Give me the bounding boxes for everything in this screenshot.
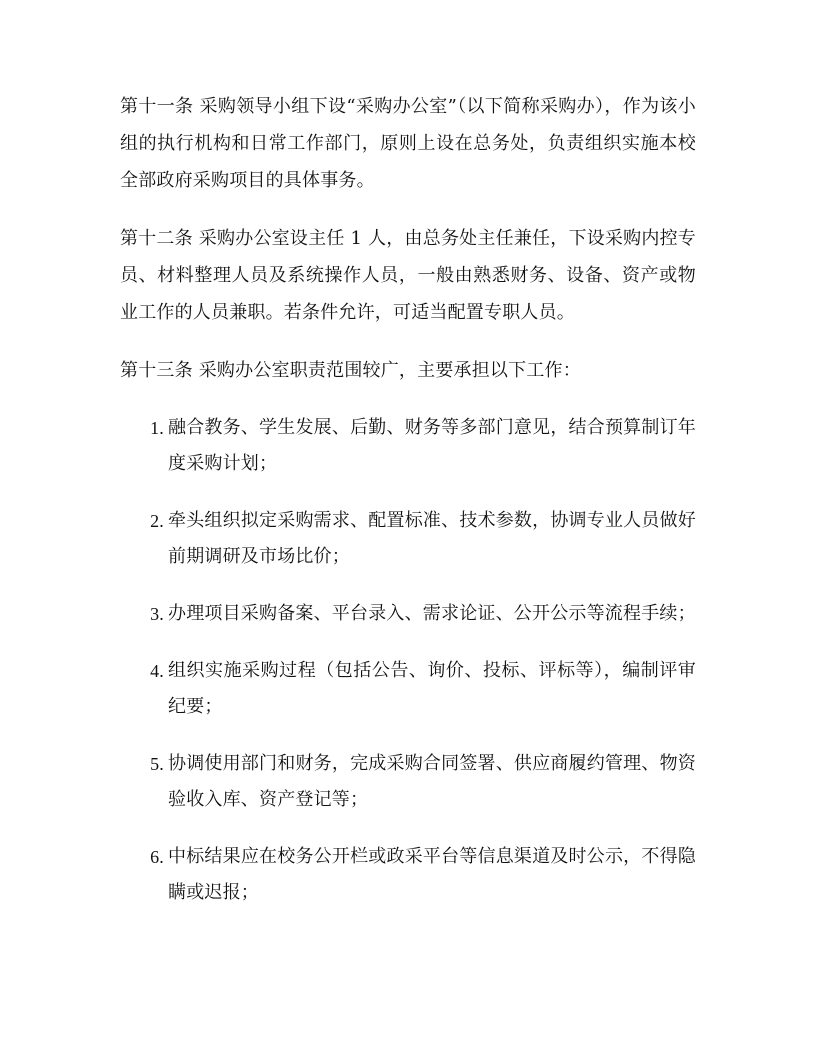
duties-list <box>120 410 696 911</box>
list-item-text: 办理项目采购备案、平台录入、需求论证、公开公示等流程手续； <box>168 603 696 624</box>
list-item <box>120 653 696 725</box>
list-item <box>120 410 696 482</box>
list-item-text: 融合教务、学生发展、后勤、财务等多部门意见，结合预算制订年度采购计划； <box>168 417 696 474</box>
list-item-number: 3. <box>150 604 164 624</box>
list-item <box>120 839 696 911</box>
article-11-paragraph: 第十一条 采购领导小组下设“采购办公室”（以下简称采购办），作为该小组的执行机构和日常工作部门，原则上设在总务处，负责组织实施本校全部政府采购项目的具体事务。 <box>120 96 696 191</box>
article-12-paragraph: 第十二条 采购办公室设主任 1 人，由总务处主任兼任，下设采购内控专员、材料整理人员及系统操作人员，一般由熟悉财务、设备、资产或物业工作的人员兼职。若条件允许，可适当配置专职人员。 <box>120 228 696 323</box>
list-item-number: 4. <box>150 661 164 681</box>
list-item-number: 5. <box>150 754 164 774</box>
list-item-number: 6. <box>150 847 164 867</box>
list-item-number: 2. <box>150 511 164 531</box>
list-item-text: 协调使用部门和财务，完成采购合同签署、供应商履约管理、物资验收入库、资产登记等； <box>168 753 696 810</box>
list-item <box>120 503 696 575</box>
list-item <box>120 746 696 818</box>
list-item <box>120 596 696 632</box>
document-page <box>120 88 696 932</box>
list-item-text: 中标结果应在校务公开栏或政采平台等信息渠道及时公示，不得隐瞒或迟报； <box>168 846 696 903</box>
list-item-text: 牵头组织拟定采购需求、配置标准、技术参数，协调专业人员做好前期调研及市场比价； <box>168 510 696 567</box>
article-13-paragraph: 第十三条 采购办公室职责范围较广，主要承担以下工作： <box>120 360 581 381</box>
list-item-text: 组织实施采购过程（包括公告、询价、投标、评标等），编制评审纪要； <box>168 660 696 717</box>
list-item-number: 1. <box>150 418 164 438</box>
